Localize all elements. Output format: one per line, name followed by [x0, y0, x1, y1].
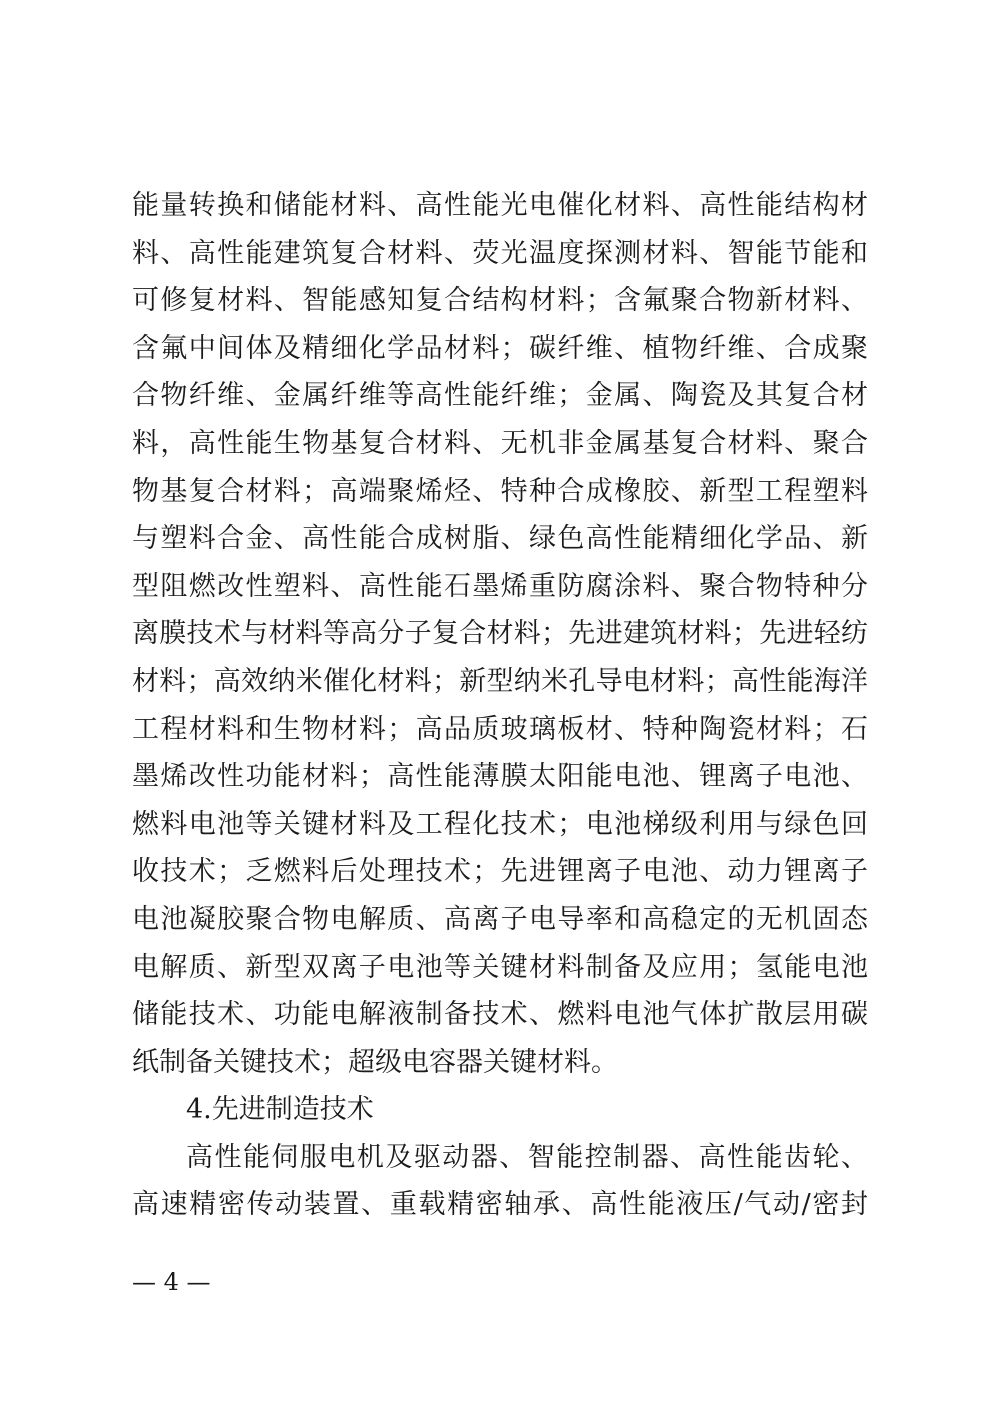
- page-number: — 4 —: [132, 1268, 211, 1296]
- body-line: 收技术；乏燃料后处理技术；先进锂离子电池、动力锂离子: [132, 856, 868, 888]
- body-line: 燃料电池等关键材料及工程化技术；电池梯级利用与绿色回: [132, 808, 868, 840]
- body-line: 合物纤维、金属纤维等高性能纤维；金属、陶瓷及其复合材: [132, 380, 868, 412]
- section-heading: 4.先进制造技术: [186, 1094, 374, 1126]
- body-line: 能量转换和储能材料、高性能光电催化材料、高性能结构材: [132, 190, 868, 221]
- body-line: 纸制备关键技术；超级电容器关键材料。: [132, 1046, 618, 1078]
- body-line: 可修复材料、智能感知复合结构材料；含氟聚合物新材料、: [132, 285, 868, 317]
- body-line: 电解质、新型双离子电池等关键材料制备及应用；氢能电池: [132, 951, 868, 983]
- body-line: 离膜技术与材料等高分子复合材料；先进建筑材料；先进轻纺: [132, 618, 868, 650]
- body-line: 墨烯改性功能材料；高性能薄膜太阳能电池、锂离子电池、: [132, 761, 868, 793]
- section-line: 高性能伺服电机及驱动器、智能控制器、高性能齿轮、: [186, 1141, 868, 1173]
- body-line: 型阻燃改性塑料、高性能石墨烯重防腐涂料、聚合物特种分: [132, 570, 868, 602]
- body-line: 料，高性能生物基复合材料、无机非金属基复合材料、聚合: [132, 427, 868, 459]
- body-line: 电池凝胶聚合物电解质、高离子电导率和高稳定的无机固态: [132, 903, 868, 935]
- section-line: 高速精密传动装置、重载精密轴承、高性能液压/气动/密封: [132, 1189, 868, 1221]
- body-line: 工程材料和生物材料；高品质玻璃板材、特种陶瓷材料；石: [132, 713, 868, 745]
- body-text: [132, 182, 868, 1229]
- body-line: 含氟中间体及精细化学品材料；碳纤维、植物纤维、合成聚: [132, 332, 868, 364]
- body-line: 物基复合材料；高端聚烯烃、特种合成橡胶、新型工程塑料: [132, 475, 868, 507]
- body-line: 与塑料合金、高性能合成树脂、绿色高性能精细化学品、新: [132, 523, 868, 555]
- body-line: 料、高性能建筑复合材料、荧光温度探测材料、智能节能和: [132, 237, 868, 269]
- body-line: 材料；高效纳米催化材料；新型纳米孔导电材料；高性能海洋: [132, 665, 868, 697]
- body-line: 储能技术、功能电解液制备技术、燃料电池气体扩散层用碳: [132, 999, 868, 1031]
